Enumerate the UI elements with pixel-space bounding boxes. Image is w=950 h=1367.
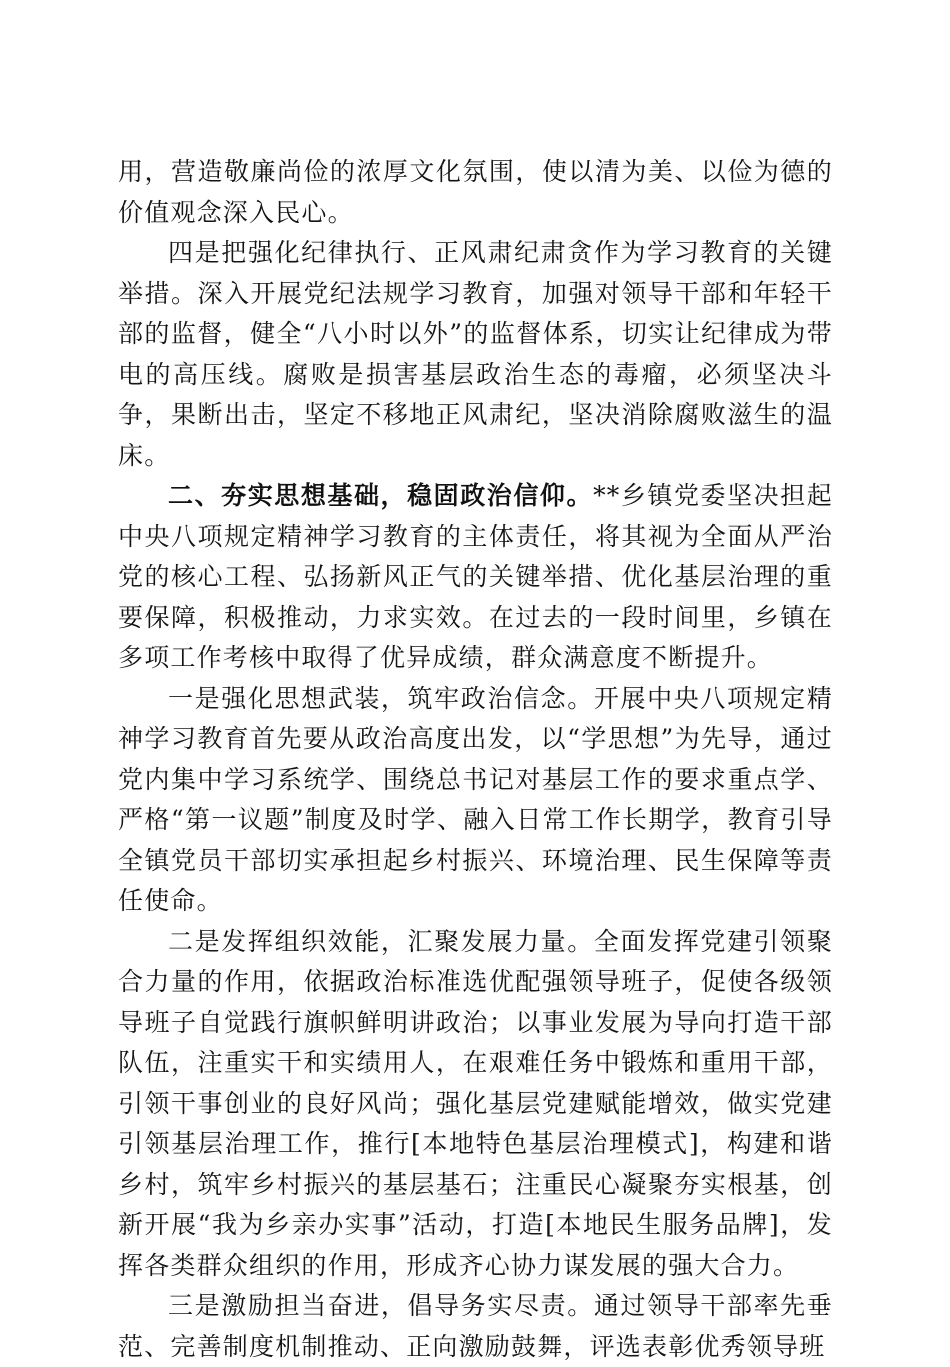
paragraph-discipline-enforcement: 四是把强化纪律执行、正风肃纪肃贪作为学习教育的关键举措。深入开展党纪法规学习教育，加强对领导干部和年轻干部的监督，健全“八小时以外”的监督体系，切实让纪律成为带电的高压线。腐败是损害基层政治生态的毒瘤，必须坚决斗争，果断出击，坚定不移地正风肃纪，坚决消除腐败滋生的温床。	[118, 238, 833, 470]
document-body	[118, 152, 833, 1367]
paragraph-continuation: 用，营造敬廉尚俭的浓厚文化氛围，使以清为美、以俭为德的价值观念深入民心。	[118, 157, 833, 227]
paragraph-ideological-armament: 一是强化思想武装，筑牢政治信念。开展中央八项规定精神学习教育首先要从政治高度出发，以“学思想”为先导，通过党内集中学习系统学、围绕总书记对基层工作的要求重点学、严格“第一议题”制度及时学、融入日常工作长期学，教育引导全镇党员干部切实承担起乡村振兴、环境治理、民生保障等责任使命。	[118, 683, 833, 915]
paragraph-organizational-efficiency: 二是发挥组织效能，汇聚发展力量。全面发挥党建引领聚合力量的作用，依据政治标准选优配强领导班子，促使各级领导班子自觉践行旗帜鲜明讲政治；以事业发展为导向打造干部队伍，注重实干和实绩用人，在艰难任务中锻炼和重用干部，引领干事创业的良好风尚；强化基层党建赋能增效，做实党建引领基层治理工作，推行[本地特色基层治理模式]，构建和谐乡村，筑牢乡村振兴的基层基石；注重民心凝聚夯实根基，创新开展“我为乡亲办实事”活动，打造[本地民生服务品牌]，发挥各类群众组织的作用，形成齐心协力谋发展的强大合力。	[118, 926, 833, 1280]
paragraph-section-two	[118, 476, 833, 679]
section-heading: 二、夯实思想基础，稳固政治信仰。	[168, 481, 594, 510]
section-two-body: **乡镇党委坚决担起中央八项规定精神学习教育的主体责任，将其视为全面从严治党的核心工程、弘扬新风正气的关键举措、优化基层治理的重要保障，积极推动，力求实效。在过去的一段时间里，乡镇在多项工作考核中取得了优异成绩，群众满意度不断提升。	[118, 481, 833, 672]
paragraph-encourage-responsibility: 三是激励担当奋进，倡导务实尽责。通过领导干部率先垂范、完善制度机制推动、正向激励鼓舞，评选表彰优秀领导班	[118, 1291, 833, 1361]
